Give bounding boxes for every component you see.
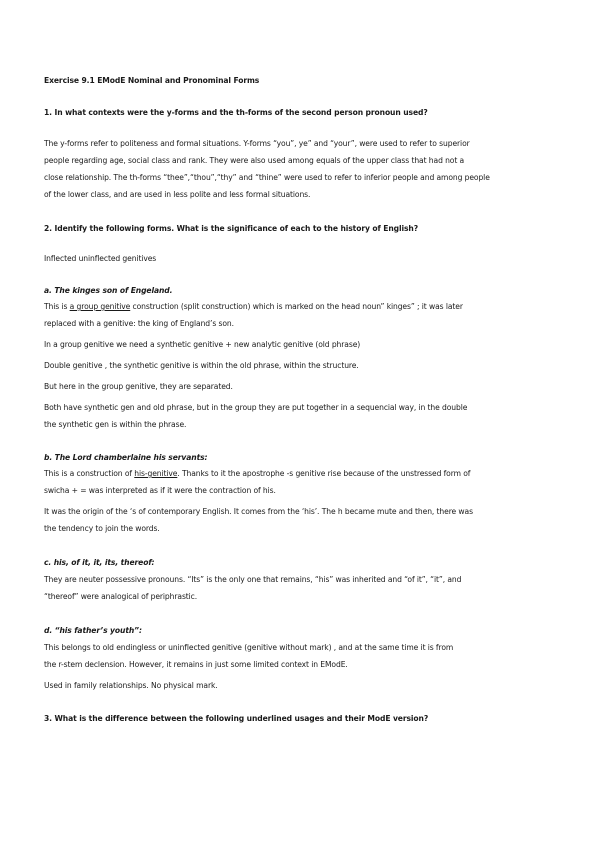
item-b-line: swicha + = was interpreted as if it were the contraction of his. — [44, 486, 276, 495]
item-b-line: the tendency to join the words. — [44, 524, 160, 533]
answer-1-line: people regarding age, social class and rank. They were also used among equals of the upper class that had not a — [44, 156, 465, 165]
question-1: 1. In what contexts were the y-forms and the th-forms of the second person pronoun used? — [44, 108, 428, 117]
item-a-line: But here in the group genitive, they are separated. — [44, 382, 233, 391]
underlined-term: a group genitive — [69, 302, 131, 311]
exercise-title: Exercise 9.1 EModE Nominal and Pronominal Forms — [44, 76, 260, 85]
text-run: . Thanks to it the apostrophe -s genitive rise because of the unstressed form of — [177, 469, 471, 478]
item-c-line: They are neuter possessive pronouns. “Its” is the only one that remains, “his” was inherited and “of it”, “it”, and — [44, 575, 462, 584]
subheading-genitives: Inflected uninflected genitives — [44, 254, 157, 263]
question-3: 3. What is the difference between the following underlined usages and their ModE version? — [44, 714, 429, 723]
item-b-heading: b. The Lord chamberlaine his servants: — [44, 453, 208, 462]
answer-1-line: of the lower class, and are used in less polite and less formal situations. — [44, 190, 311, 199]
item-b-line: It was the origin of the ‘s of contemporary English. It comes from the ‘his’. The h became mute and then, there was — [44, 507, 473, 516]
answer-1-line: close relationship. The th-forms “thee”,“thou”,“thy” and “thine” were used to refer to inferior people and among people — [44, 173, 490, 182]
text-run: This is — [44, 302, 70, 311]
item-a-line: replaced with a genitive: the king of England’s son. — [44, 319, 234, 328]
item-a-line: Both have synthetic gen and old phrase, but in the group they are put together in a sequencial way, in the double — [44, 403, 468, 412]
item-c-heading: c. his, of it, it, its, thereof: — [44, 558, 155, 567]
answer-1-line: The y-forms refer to politeness and formal situations. Y-forms “you”, ye” and “your”, were used to refer to superior — [44, 139, 470, 148]
item-d-line: This belongs to old endingless or uninflected genitive (genitive without mark) , and at the same time it is from — [44, 643, 454, 652]
text-run: construction (split construction) which is marked on the head noun” kinges” ; it was later — [130, 302, 463, 311]
item-d-heading: d. “his father’s youth”: — [44, 626, 142, 635]
item-a-heading: a. The kinges son of Engeland. — [44, 286, 173, 295]
item-a-line — [44, 298, 564, 315]
text-run: This is a construction of — [44, 469, 135, 478]
item-a-line: the synthetic gen is within the phrase. — [44, 420, 187, 429]
item-c-line: “thereof” were analogical of periphrastic. — [44, 592, 198, 601]
item-a-line: Double genitive , the synthetic genitive is within the old phrase, within the structure. — [44, 361, 359, 370]
item-b-line — [44, 465, 564, 482]
item-a-line: In a group genitive we need a synthetic genitive + new analytic genitive (old phrase) — [44, 340, 361, 349]
item-d-line: the r-stem declension. However, it remains in just some limited context in EModE. — [44, 660, 348, 669]
item-d-line: Used in family relationships. No physical mark. — [44, 681, 218, 690]
underlined-term: his-genitive — [134, 469, 178, 478]
question-2: 2. Identify the following forms. What is the significance of each to the history of English? — [44, 224, 418, 233]
